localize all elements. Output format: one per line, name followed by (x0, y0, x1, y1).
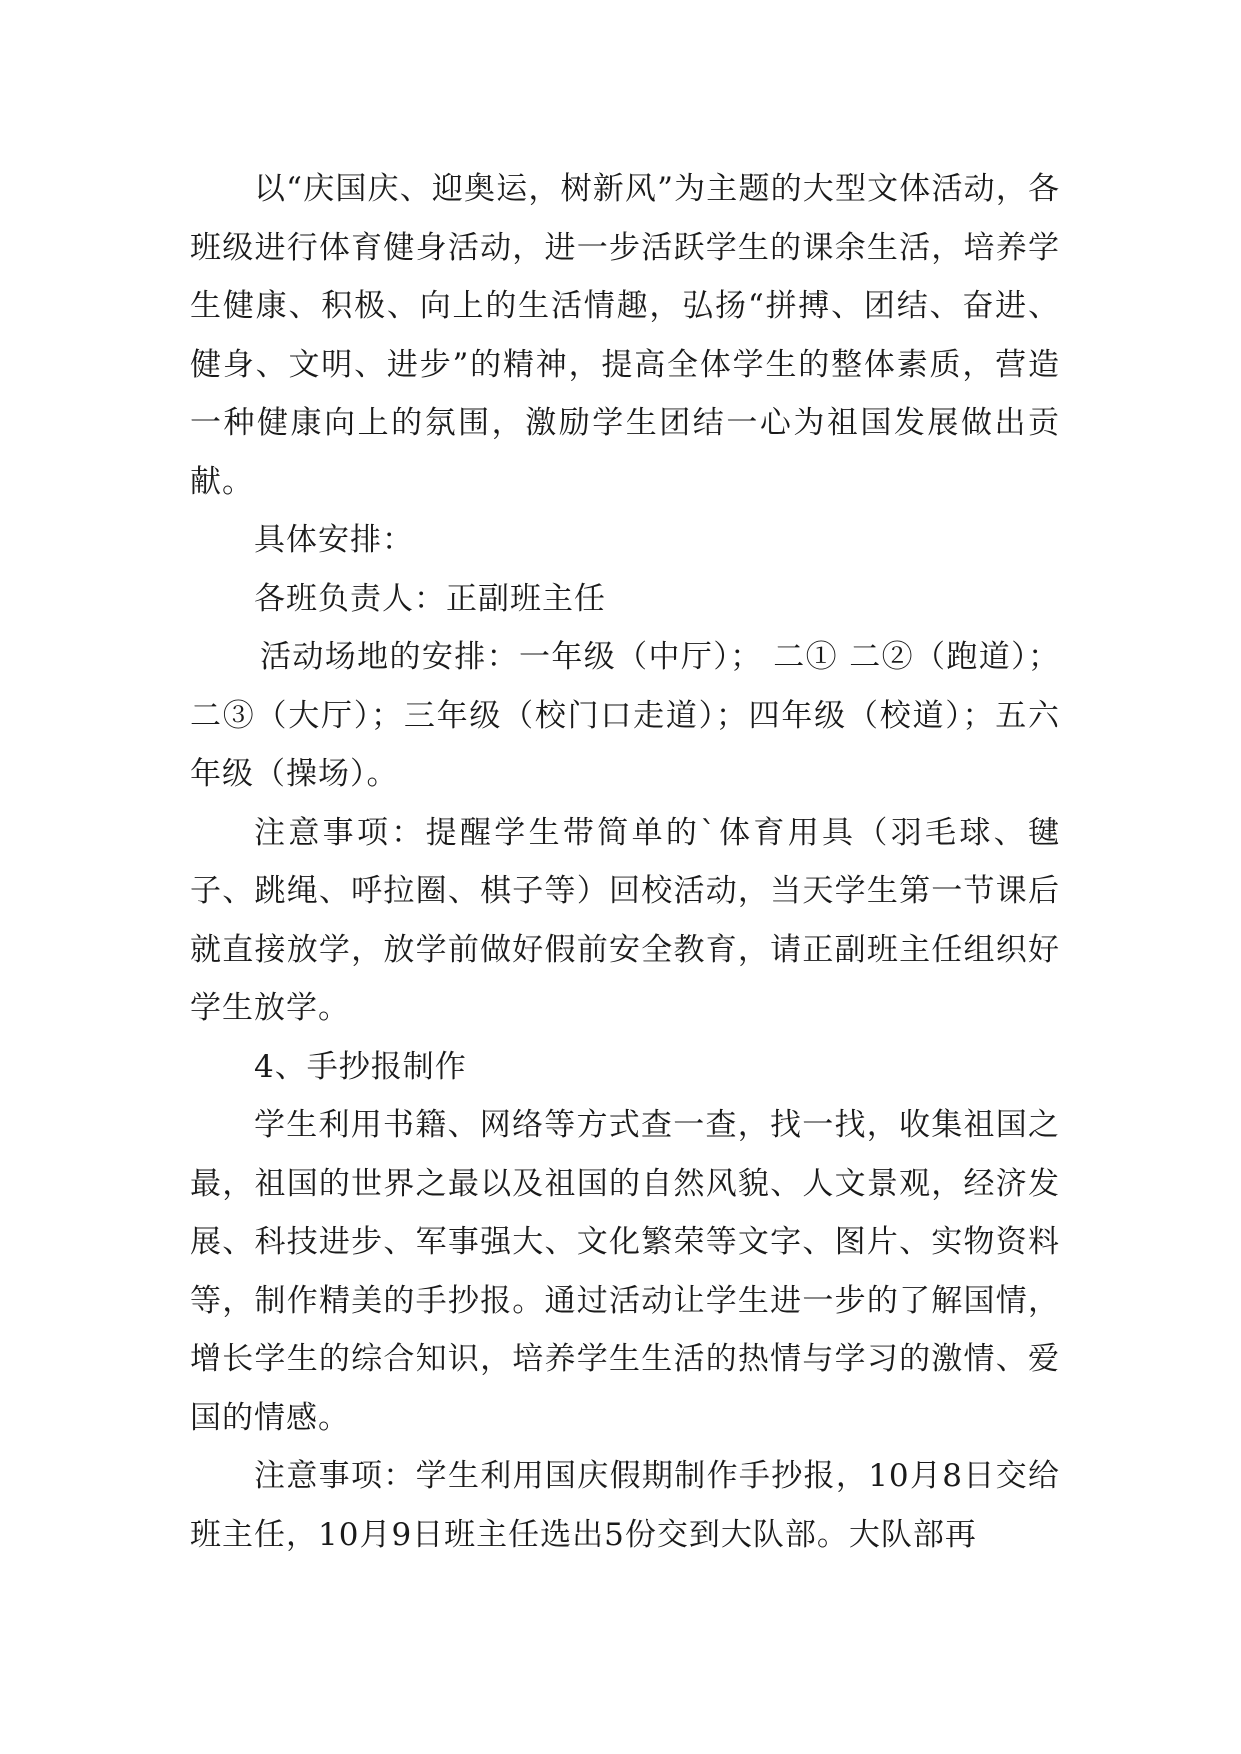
section-heading-handwritten-newspaper: 4、手抄报制作 (254, 1048, 467, 1085)
document-page (190, 160, 1060, 1564)
paragraph-notes-sports: 注意事项：提醒学生带简单的`体育用具（羽毛球、毽子、跳绳、呼拉圈、棋子等）回校活动，当天学生第一节课后就直接放学，放学前做好假前安全教育，请正副班主任组织好学生放学。 (190, 814, 1060, 1026)
paragraph-venue-arrangement: 活动场地的安排：一年级（中厅）； 二① 二②（跑道）；二③（大厅）；三年级（校门口走道）；四年级（校道）；五六年级（操场）。 (190, 639, 1060, 792)
paragraph-arrangement-heading: 具体安排： (254, 522, 414, 558)
paragraph-newspaper-description: 学生利用书籍、网络等方式查一查，找一找，收集祖国之最，祖国的世界之最以及祖国的自然风貌、人文景观，经济发展、科技进步、军事强大、文化繁荣等文字、图片、实物资料等，制作精美的手抄报。通过活动让学生进一步的了解国情，增长学生的综合知识，培养学生生活的热情与学习的激情、爱国的情感。 (190, 1107, 1060, 1436)
paragraph-class-leaders: 各班负责人：正副班主任 (254, 580, 606, 617)
paragraph-activity-intro: 以“庆国庆、迎奥运，树新风”为主题的大型文体活动，各班级进行体育健身活动，进一步活跃学生的课余生活，培养学生健康、积极、向上的生活情趣，弘扬“拼搏、团结、奋进、健身、文明、进步”的精神，提高全体学生的整体素质，营造一种健康向上的氛围，激励学生团结一心为祖国发展做出贡献。 (190, 171, 1060, 500)
paragraph-notes-newspaper: 注意事项：学生利用国庆假期制作手抄报，10月8日交给班主任，10月9日班主任选出5份交到大队部。大队部再 (190, 1458, 1060, 1553)
